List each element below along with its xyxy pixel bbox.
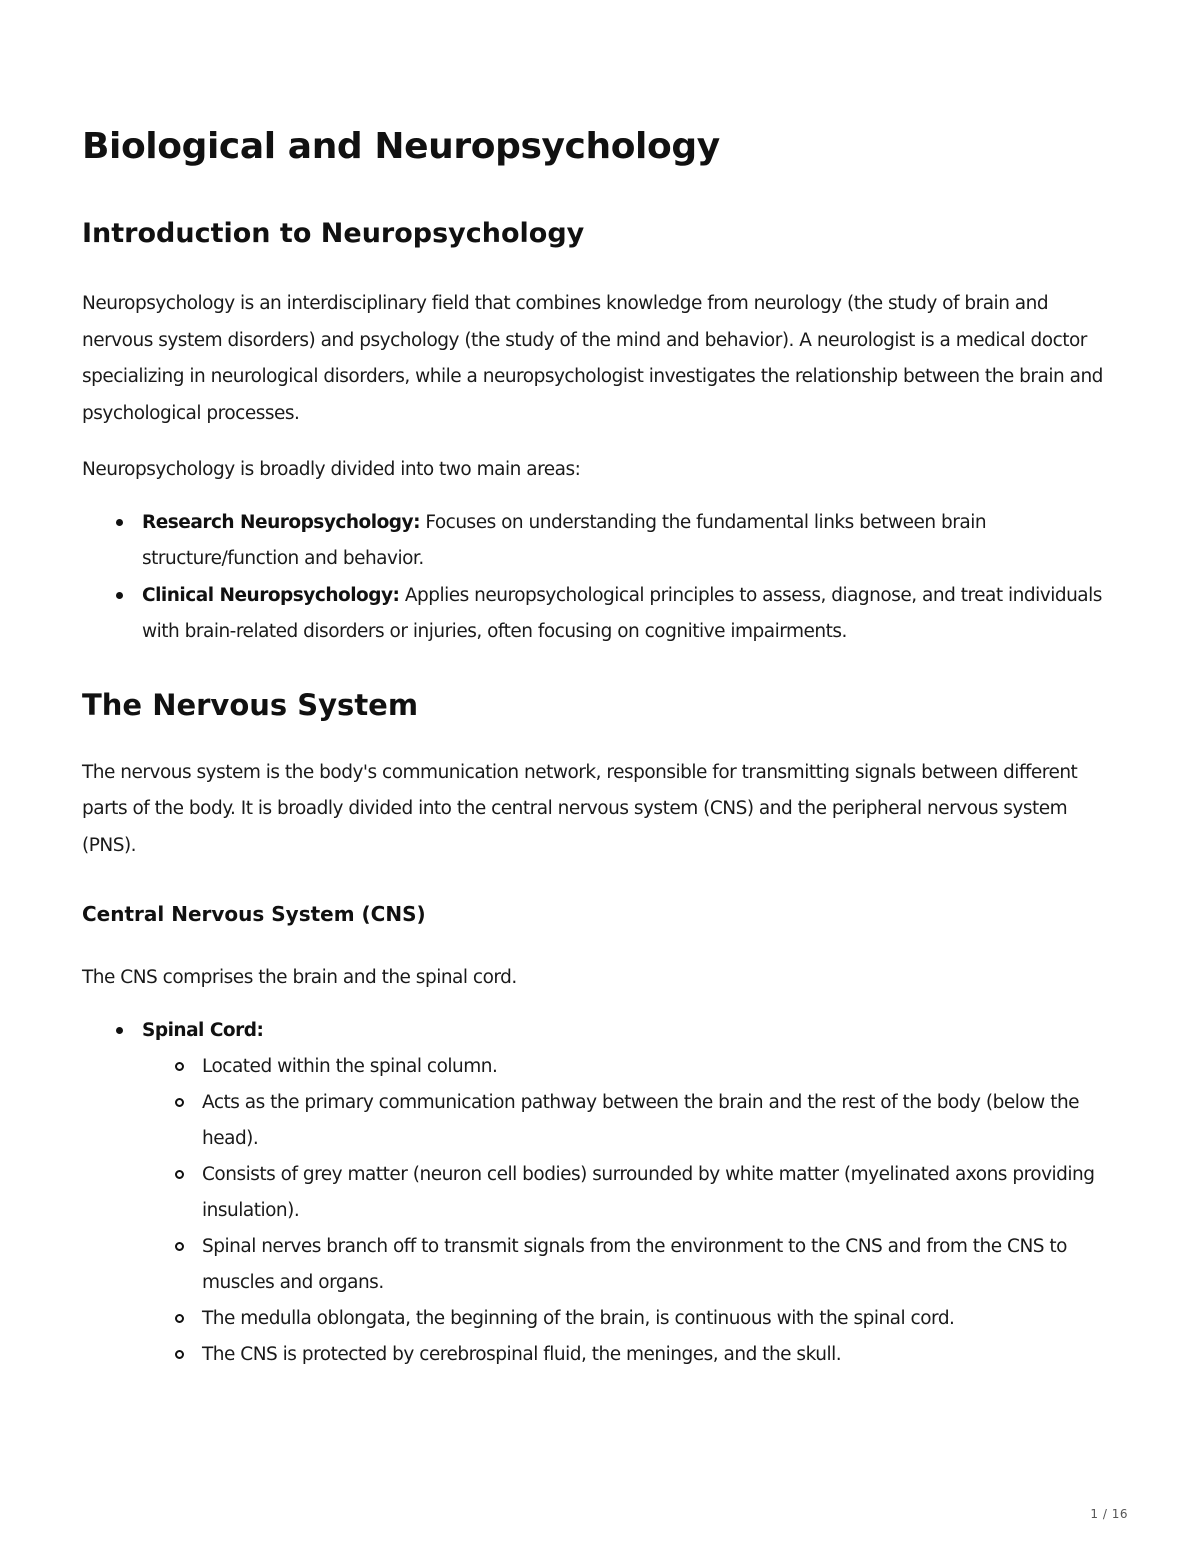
area-term: Research Neuropsychology: [142,511,420,533]
list-item [82,1013,1122,1374]
spinal-cord-point: Located within the spinal column. [202,1056,498,1077]
spinal-cord-point: Spinal nerves branch off to transmit signals from the environment to the CNS and from the CNS to muscles and organs. [202,1236,1067,1293]
neuropsychology-areas-list [82,505,1122,651]
area-text: Focuses on understanding the fundamental links between brain structure/function and behavior. [142,511,987,569]
list-item [142,1049,1122,1085]
cns-heading: Central Nervous System (CNS) [82,902,426,926]
list-item [82,505,1122,578]
spinal-cord-point: Consists of grey matter (neuron cell bodies) surrounded by white matter (myelinated axons providing insulation). [202,1164,1095,1221]
bullet-icon [116,519,123,526]
list-item [82,578,1122,651]
document-title: Biological and Neuropsychology [82,126,720,167]
cns-paragraph: The CNS comprises the brain and the spinal cord. [82,967,517,988]
spinal-cord-points-list [82,1049,1122,1373]
nervous-system-paragraph: The nervous system is the body's communication network, responsible for transmitting signals between different parts of the body. It is broadly divided into the central nervous system (CNS) and the peripheral nervous system (PNS). [82,761,1078,856]
hollow-bullet-icon [175,1062,184,1071]
cns-components-list [82,1013,1122,1374]
intro-paragraph-1: Neuropsychology is an interdisciplinary field that combines knowledge from neurology (the study of brain and nervous system disorders) and psychology (the study of the mind and behavior). A neurologist is a medical doctor specializing in neurological disorders, while a neuropsychologist investigates the relationship between the brain and psychological processes. [82,293,1103,424]
intro-heading: Introduction to Neuropsychology [82,218,585,249]
list-item [142,1085,1122,1157]
list-item [142,1229,1122,1301]
intro-paragraph-2: Neuropsychology is broadly divided into two main areas: [82,459,581,480]
spinal-cord-point: Acts as the primary communication pathway between the brain and the rest of the body (below the head). [202,1092,1080,1149]
spinal-cord-point: The medulla oblongata, the beginning of the brain, is continuous with the spinal cord. [202,1308,955,1329]
bullet-icon [116,1027,123,1034]
page-number: 1 / 16 [1090,1507,1128,1521]
bullet-icon [116,592,123,599]
hollow-bullet-icon [175,1242,184,1251]
spinal-cord-term: Spinal Cord: [142,1019,264,1041]
hollow-bullet-icon [175,1098,184,1107]
hollow-bullet-icon [175,1314,184,1323]
list-item [142,1301,1122,1337]
list-item [142,1337,1122,1373]
list-item [142,1157,1122,1229]
nervous-system-heading: The Nervous System [82,687,419,722]
hollow-bullet-icon [175,1350,184,1359]
area-term: Clinical Neuropsychology: [142,584,400,606]
document-page [82,122,1122,1373]
area-text: Applies neuropsychological principles to assess, diagnose, and treat individuals with brain-related disorders or injuries, often focusing on cognitive impairments. [142,584,1102,642]
spinal-cord-point: The CNS is protected by cerebrospinal fluid, the meninges, and the skull. [202,1344,842,1365]
hollow-bullet-icon [175,1170,184,1179]
